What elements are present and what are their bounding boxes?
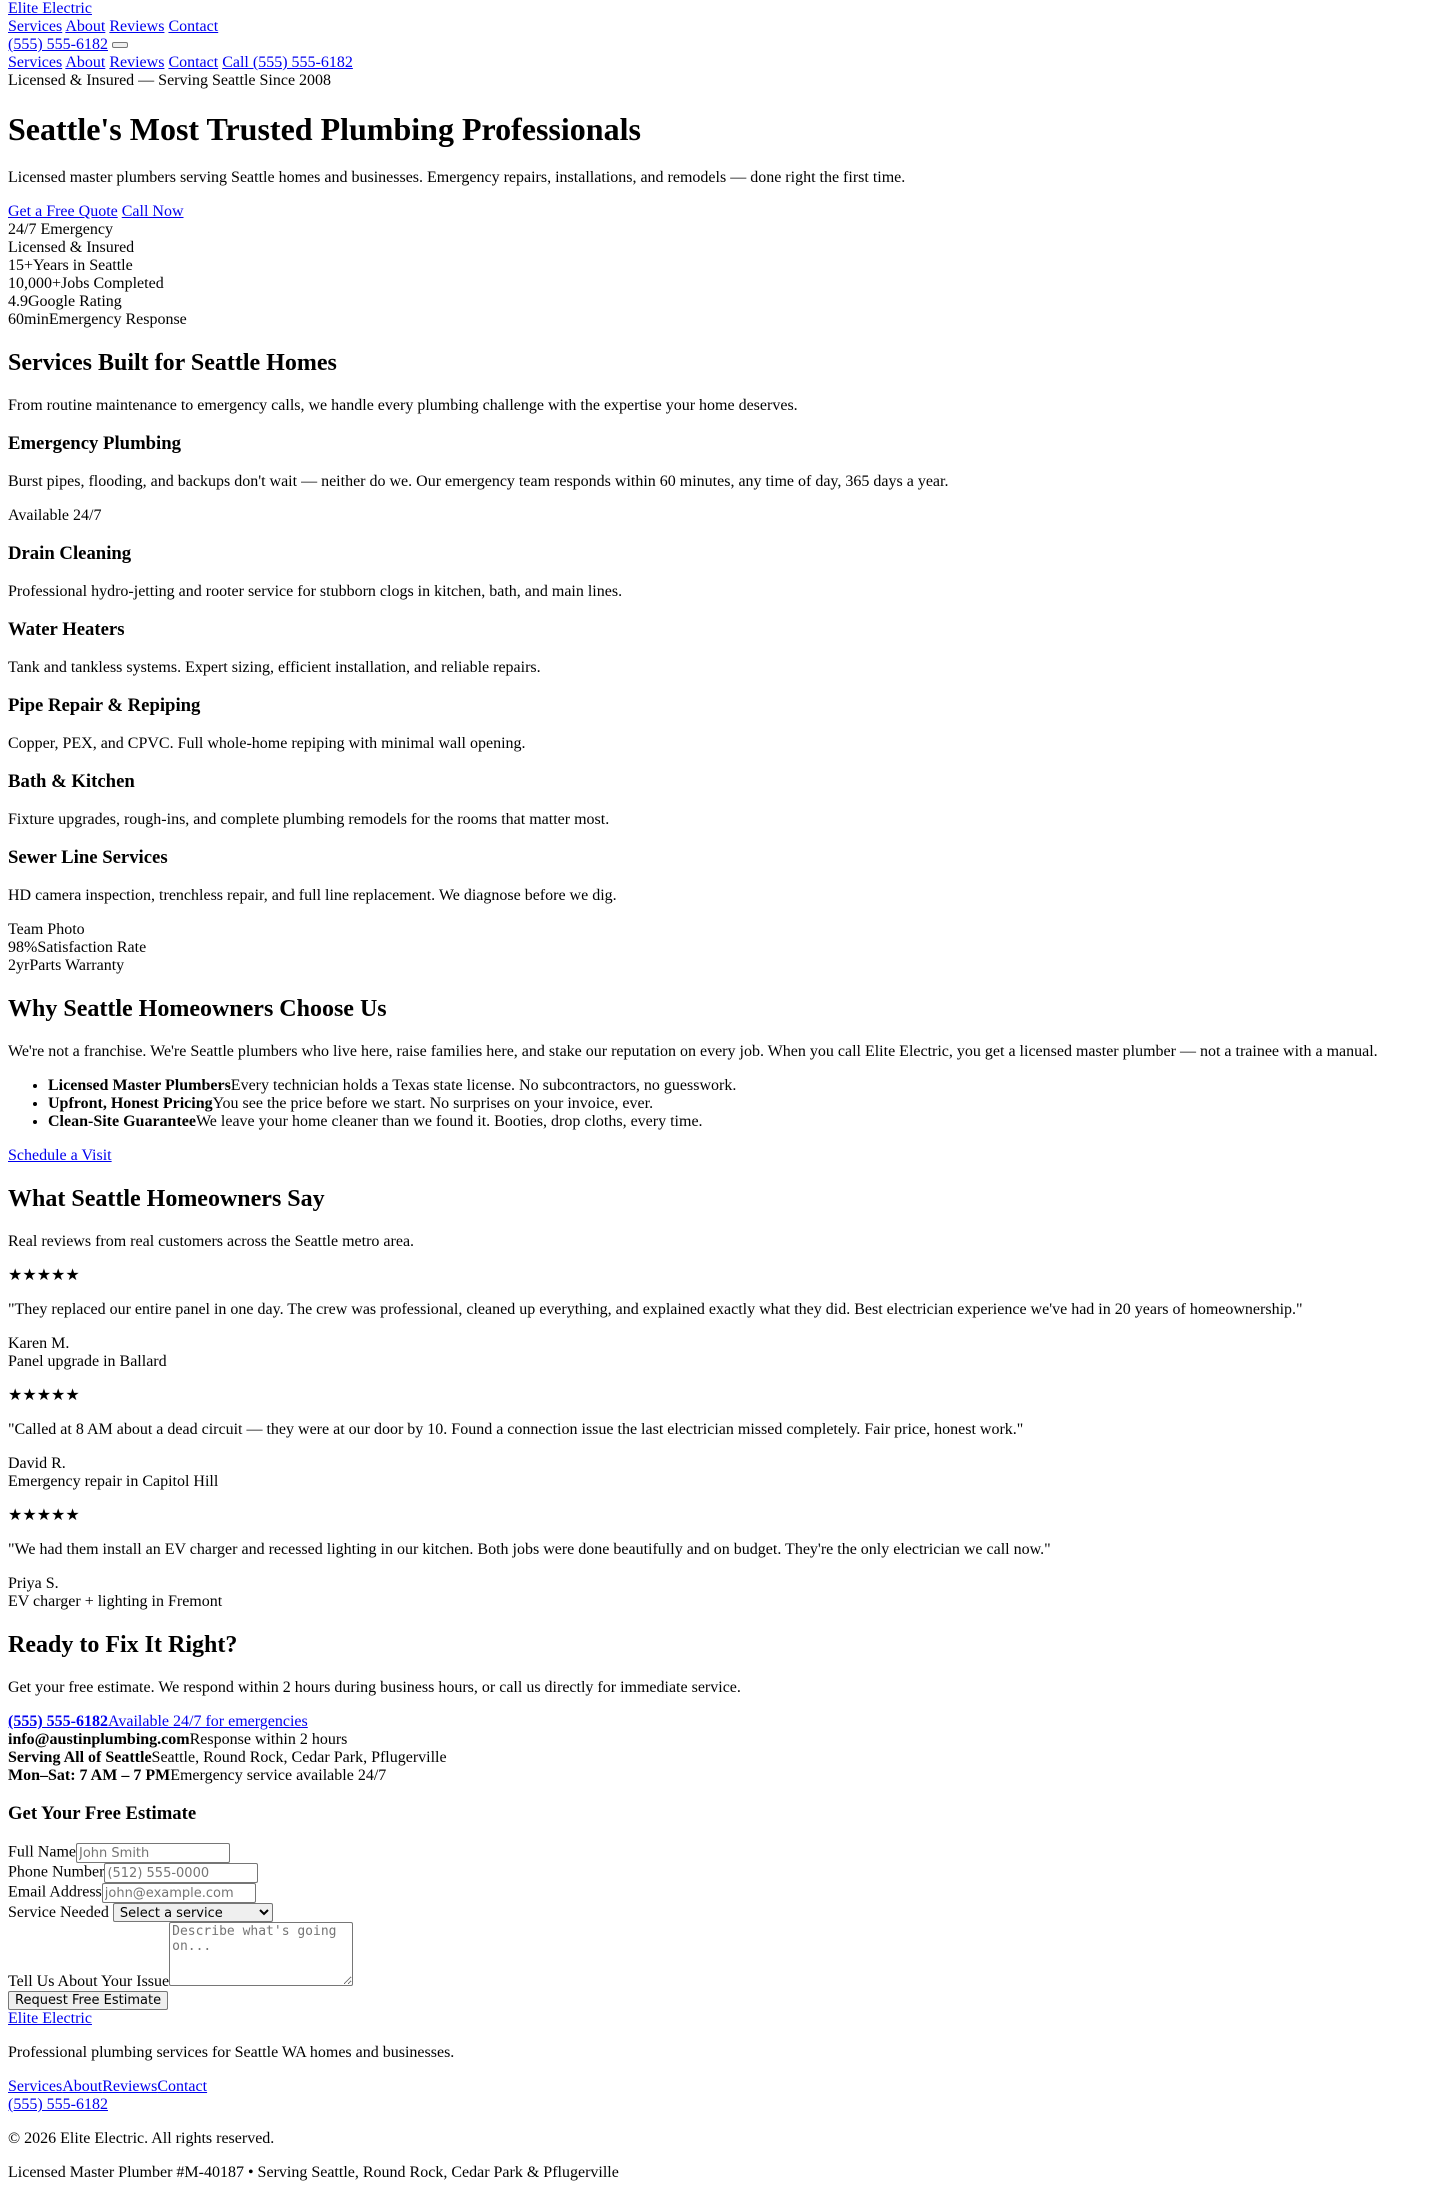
get-quote-button[interactable]: Get a Free Quote <box>8 203 118 220</box>
review-quote: "Called at 8 AM about a dead circuit — they were at our door by 10. Found a connection issue the last electrician missed completely. Fair price, honest work." <box>8 1421 1024 1438</box>
about-stat-label: Satisfaction Rate <box>37 939 147 956</box>
call-now-button[interactable]: Call Now <box>121 203 184 220</box>
contact-email-note: Response within 2 hours <box>189 1731 348 1748</box>
request-estimate-button[interactable]: Request Free Estimate <box>8 1991 168 2010</box>
about-stat-value: 2yr <box>8 957 30 974</box>
about-stat-value: 98% <box>8 939 38 956</box>
name-label: Full Name <box>8 1843 76 1861</box>
mobile-nav-call-link[interactable]: Call (555) 555-6182 <box>222 54 353 71</box>
reviewer-name: Priya S. <box>8 1575 59 1592</box>
footer-link-services[interactable]: Services <box>8 2078 63 2095</box>
point-text: We leave your home cleaner than we found it. Booties, drop cloths, every time. <box>195 1113 703 1130</box>
services-section <box>8 349 1432 905</box>
hero-section <box>8 72 1432 257</box>
hero-tag-emergency: 24/7 Emergency <box>8 221 114 238</box>
contact-phone-link[interactable] <box>8 1713 308 1730</box>
contact-phone-number: (555) 555-6182 <box>8 1713 108 1730</box>
about-section <box>8 921 1432 1165</box>
mobile-nav-link-about[interactable]: About <box>65 54 106 71</box>
stat-value: 4.9 <box>8 293 28 310</box>
list-item <box>48 1077 1432 1095</box>
stat-label: Google Rating <box>28 293 122 310</box>
contact-intro: Get your free estimate. We respond within 2 hours during business hours, or call us directly for immediate service. <box>8 1679 741 1696</box>
contact-phone-note: Available 24/7 for emergencies <box>107 1713 308 1730</box>
stat-item <box>8 257 1432 275</box>
point-text: You see the price before we start. No surprises on your invoice, ever. <box>212 1095 654 1112</box>
contact-area-title: Serving All of Seattle <box>8 1749 152 1766</box>
reviewer-detail: Emergency repair in Capitol Hill <box>8 1473 219 1490</box>
service-card-water-heaters <box>8 619 1432 677</box>
site-header <box>8 0 1432 72</box>
estimate-form <box>8 1803 1432 2010</box>
reviews-section <box>8 1185 1432 1611</box>
point-title: Upfront, Honest Pricing <box>48 1095 213 1112</box>
service-select[interactable] <box>113 1903 273 1922</box>
contact-email-address: info@austinplumbing.com <box>8 1731 190 1748</box>
review-card <box>8 1387 1432 1491</box>
service-title: Pipe Repair & Repiping <box>8 695 201 716</box>
footer-copyright: © 2026 Elite Electric. All rights reserved. <box>8 2130 275 2147</box>
stat-item <box>8 275 1432 293</box>
reviews-intro: Real reviews from real customers across the Seattle metro area. <box>8 1233 415 1250</box>
service-desc: Fixture upgrades, rough-ins, and complete plumbing remodels for the rooms that matter most. <box>8 811 610 828</box>
about-intro: We're not a franchise. We're Seattle plumbers who live here, raise families here, and stake our reputation on every job. When you call Elite Electric, you get a licensed master plumber — not a trainee with a manual. <box>8 1043 1378 1060</box>
service-desc: Burst pipes, flooding, and backups don't wait — neither do we. Our emergency team responds within 60 minutes, any time of day, 365 days a year. <box>8 473 949 490</box>
service-desc: Copper, PEX, and CPVC. Full whole-home repiping with minimal wall opening. <box>8 735 526 752</box>
review-card <box>8 1507 1432 1611</box>
contact-hours-note: Emergency service available 24/7 <box>170 1767 387 1784</box>
about-points-list <box>8 1077 1432 1131</box>
hero-subtitle: Licensed master plumbers serving Seattle homes and businesses. Emergency repairs, installations, and remodels — done right the first time. <box>8 169 906 186</box>
form-title: Get Your Free Estimate <box>8 1803 197 1824</box>
nav-link-contact[interactable]: Contact <box>168 18 219 35</box>
menu-toggle-button[interactable] <box>112 42 128 48</box>
service-title: Drain Cleaning <box>8 543 132 564</box>
message-textarea[interactable] <box>169 1922 353 1986</box>
services-title: Services Built for Seattle Homes <box>8 350 337 376</box>
list-item <box>48 1113 1432 1131</box>
service-card-sewer <box>8 847 1432 905</box>
about-stat <box>8 939 1432 957</box>
review-card <box>8 1267 1432 1371</box>
reviewer-name: Karen M. <box>8 1335 70 1352</box>
site-footer <box>8 2010 1432 2182</box>
mobile-nav-link-reviews[interactable]: Reviews <box>109 54 165 71</box>
stat-value: 15+ <box>8 257 34 274</box>
footer-phone-link[interactable]: (555) 555-6182 <box>8 2096 108 2113</box>
message-label: Tell Us About Your Issue <box>8 1973 170 1990</box>
footer-link-contact[interactable]: Contact <box>157 2078 208 2095</box>
logo-link[interactable]: Elite Electric <box>8 0 92 17</box>
hero-title: Seattle's Most Trusted Plumbing Professionals <box>8 111 641 147</box>
footer-license: Licensed Master Plumber #M-40187 • Serving Seattle, Round Rock, Cedar Park & Pflugerville <box>8 2164 619 2181</box>
mobile-nav-link-services[interactable]: Services <box>8 54 63 71</box>
point-title: Licensed Master Plumbers <box>48 1077 231 1094</box>
email-label: Email Address <box>8 1883 102 1901</box>
star-rating-icon: ★★★★★ <box>8 1507 80 1524</box>
service-card-emergency <box>8 433 1432 525</box>
list-item <box>48 1095 1432 1113</box>
contact-area-cities: Seattle, Round Rock, Cedar Park, Pflugerville <box>151 1749 447 1766</box>
point-title: Clean-Site Guarantee <box>48 1113 196 1130</box>
contact-hours <box>8 1767 1432 1785</box>
footer-link-about[interactable]: About <box>62 2078 103 2095</box>
about-title: Why Seattle Homeowners Choose Us <box>8 996 387 1022</box>
main-nav <box>8 18 1432 36</box>
reviewer-name: David R. <box>8 1455 66 1472</box>
about-stat-label: Parts Warranty <box>29 957 125 974</box>
reviewer-detail: EV charger + lighting in Fremont <box>8 1593 223 1610</box>
team-photo-placeholder: Team Photo <box>8 921 85 938</box>
name-input[interactable] <box>76 1843 230 1863</box>
service-label: Service Needed <box>8 1904 109 1921</box>
phone-input[interactable] <box>104 1863 258 1883</box>
stat-value: 10,000+ <box>8 275 62 292</box>
stat-value: 60min <box>8 311 49 328</box>
nav-link-reviews[interactable]: Reviews <box>109 18 165 35</box>
mobile-nav-link-contact[interactable]: Contact <box>168 54 219 71</box>
contact-hours-title: Mon–Sat: 7 AM – 7 PM <box>8 1767 171 1784</box>
about-stat <box>8 957 1432 975</box>
footer-logo-link[interactable]: Elite Electric <box>8 2010 92 2027</box>
schedule-visit-button[interactable]: Schedule a Visit <box>8 1147 112 1164</box>
star-rating-icon: ★★★★★ <box>8 1387 80 1404</box>
contact-title: Ready to Fix It Right? <box>8 1632 238 1658</box>
contact-section <box>8 1631 1432 2010</box>
service-title: Sewer Line Services <box>8 847 168 868</box>
stat-label: Emergency Response <box>48 311 187 328</box>
reviews-title: What Seattle Homeowners Say <box>8 1186 325 1212</box>
contact-area <box>8 1749 1432 1767</box>
footer-tagline: Professional plumbing services for Seattle WA homes and businesses. <box>8 2044 455 2061</box>
mobile-nav <box>8 54 1432 72</box>
service-title: Bath & Kitchen <box>8 771 135 792</box>
footer-link-reviews[interactable]: Reviews <box>102 2078 158 2095</box>
phone-label: Phone Number <box>8 1863 105 1881</box>
reviewer-detail: Panel upgrade in Ballard <box>8 1353 167 1370</box>
point-text: Every technician holds a Texas state license. No subcontractors, no guesswork. <box>230 1077 737 1094</box>
service-desc: Tank and tankless systems. Expert sizing, efficient installation, and reliable repairs. <box>8 659 541 676</box>
review-quote: "We had them install an EV charger and recessed lighting in our kitchen. Both jobs were done beautifully and on budget. They're the only electrician we call now." <box>8 1541 1051 1558</box>
nav-link-services[interactable]: Services <box>8 18 63 35</box>
service-title: Emergency Plumbing <box>8 433 181 454</box>
email-input[interactable] <box>102 1883 256 1903</box>
service-card-drain <box>8 543 1432 601</box>
nav-link-about[interactable]: About <box>65 18 106 35</box>
hero-badge: Licensed & Insured — Serving Seattle Since 2008 <box>8 72 332 89</box>
service-card-pipe-repair <box>8 695 1432 753</box>
footer-nav <box>8 2078 1432 2096</box>
stat-label: Jobs Completed <box>61 275 164 292</box>
stat-item <box>8 311 1432 329</box>
service-title: Water Heaters <box>8 619 125 640</box>
hero-tag-licensed: Licensed & Insured <box>8 239 135 256</box>
stat-item <box>8 293 1432 311</box>
services-intro: From routine maintenance to emergency calls, we handle every plumbing challenge with the expertise your home deserves. <box>8 397 798 414</box>
service-card-bath-kitchen <box>8 771 1432 829</box>
stats-bar <box>8 257 1432 329</box>
service-badge: Available 24/7 <box>8 507 102 524</box>
contact-email <box>8 1731 1432 1749</box>
stat-label: Years in Seattle <box>33 257 133 274</box>
service-desc: Professional hydro-jetting and rooter service for stubborn clogs in kitchen, bath, and main lines. <box>8 583 623 600</box>
header-phone-link[interactable]: (555) 555-6182 <box>8 36 108 53</box>
star-rating-icon: ★★★★★ <box>8 1267 80 1284</box>
service-desc: HD camera inspection, trenchless repair, and full line replacement. We diagnose before we dig. <box>8 887 617 904</box>
review-quote: "They replaced our entire panel in one day. The crew was professional, cleaned up everything, and explained exactly what they did. Best electrician experience we've had in 20 years of homeownership." <box>8 1301 1303 1318</box>
